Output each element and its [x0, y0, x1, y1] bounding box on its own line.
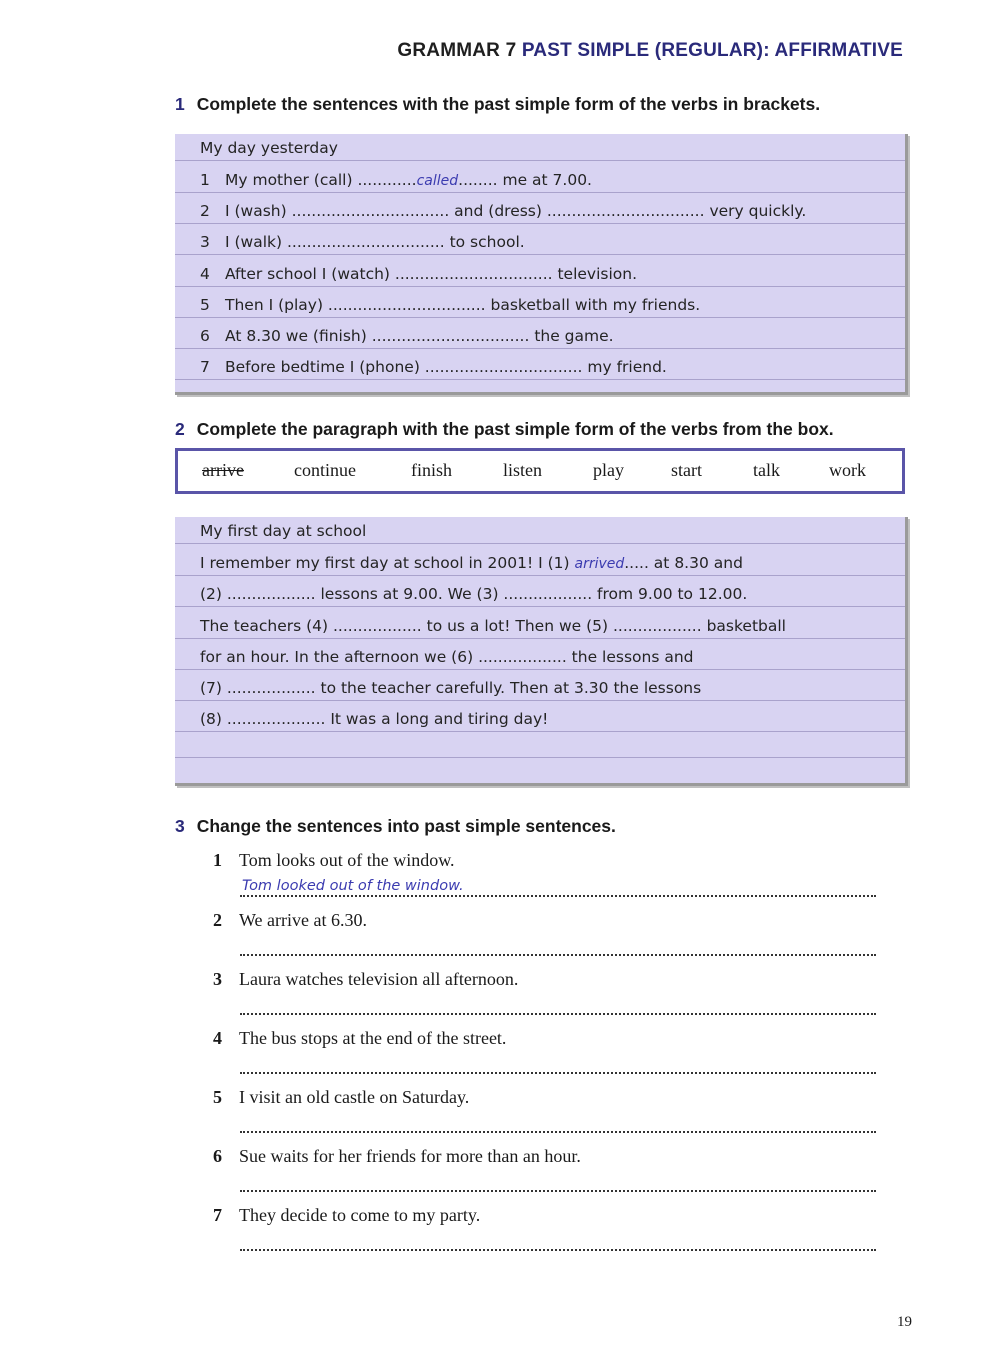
paragraph-line [175, 638, 905, 670]
line-text[interactable]: (2) .................. lessons at 9.00. We (3) .................. from 9.00 to 12.00. [200, 585, 748, 603]
paragraph-line [175, 543, 905, 576]
list-item [213, 1146, 581, 1167]
item-text[interactable]: I (wash) ................................ and (dress) ................................ very quickly. [225, 202, 807, 220]
panel-title: My day yesterday [200, 139, 338, 157]
word-box-item: continue [294, 460, 356, 480]
item-number: 1 [200, 171, 210, 189]
item-number: 6 [213, 1146, 222, 1166]
paragraph-line [175, 669, 905, 701]
list-item [213, 910, 367, 931]
item-text[interactable]: At 8.30 we (finish) ................................ the game. [225, 327, 614, 345]
exercise-instruction: Change the sentences into past simple sentences. [196, 816, 616, 836]
item-number: 1 [213, 850, 222, 870]
panel-title-line [175, 134, 905, 161]
answer-line[interactable] [240, 954, 876, 956]
item-number: 3 [200, 233, 210, 251]
list-item [175, 254, 905, 287]
item-text: Sue waits for her friends for more than an hour. [239, 1146, 581, 1166]
word-box-item: finish [411, 460, 453, 480]
page-title [397, 40, 903, 62]
list-item [175, 192, 905, 224]
item-text: Laura watches television all afternoon. [239, 969, 519, 989]
word-box-item: work [829, 460, 866, 480]
item-text: They decide to come to my party. [239, 1205, 481, 1225]
word-box-item: arrive [202, 460, 244, 480]
exercise-instruction: Complete the sentences with the past simple form of the verbs in brackets. [196, 94, 821, 114]
item-number: 2 [213, 910, 222, 930]
exercise-2-heading [175, 419, 834, 440]
list-item [175, 223, 905, 255]
answer-line[interactable] [240, 1249, 876, 1251]
word-box-item: play [593, 460, 624, 480]
item-text[interactable]: I (walk) ................................ to school. [225, 233, 525, 251]
paragraph-line [175, 700, 905, 732]
exercise-3-heading [175, 816, 616, 837]
blank-line [175, 731, 905, 758]
word-box-item: start [671, 460, 702, 480]
item-text: We arrive at 6.30. [239, 910, 367, 930]
line-text-start: I remember my first day at school in 2001! I (1) [200, 554, 575, 572]
item-text-start: My mother (call) ............ [225, 171, 417, 189]
item-text: I visit an old castle on Saturday. [239, 1087, 470, 1107]
item-number: 2 [200, 202, 210, 220]
line-text-end: ..... at 8.30 and [624, 554, 743, 572]
title-grammar-label: GRAMMAR 7 [397, 40, 522, 61]
title-topic: PAST SIMPLE (REGULAR): AFFIRMATIVE [521, 40, 903, 61]
list-item [175, 286, 905, 318]
word-box-item: listen [503, 460, 542, 480]
item-number: 5 [200, 296, 210, 314]
exercise-number: 1 [175, 94, 185, 114]
item-number: 6 [200, 327, 210, 345]
item-number: 4 [213, 1028, 222, 1048]
list-item [175, 160, 905, 193]
list-item [213, 969, 518, 990]
line-text[interactable]: The teachers (4) .................. to us a lot! Then we (5) .................. basketball [200, 617, 786, 635]
answer-text[interactable]: Tom looked out of the window. [242, 878, 464, 894]
answer-text[interactable]: arrived [574, 556, 625, 572]
answer-line[interactable] [240, 895, 876, 897]
answer-text[interactable]: called [416, 173, 459, 189]
item-text: The bus stops at the end of the street. [239, 1028, 507, 1048]
list-item [175, 317, 905, 349]
exercise-number: 3 [175, 816, 185, 836]
exercise-2-panel [175, 517, 908, 786]
item-text[interactable]: Then I (play) ................................ basketball with my friends. [225, 296, 701, 314]
panel-title: My first day at school [200, 522, 367, 540]
answer-line[interactable] [240, 1013, 876, 1015]
answer-line[interactable] [240, 1072, 876, 1074]
item-text[interactable]: Before bedtime I (phone) ................................ my friend. [225, 358, 667, 376]
line-text[interactable]: (7) .................. to the teacher carefully. Then at 3.30 the lessons [200, 679, 702, 697]
paragraph-line [175, 606, 905, 639]
list-item [213, 1028, 506, 1049]
exercise-number: 2 [175, 419, 185, 439]
item-text[interactable]: After school I (watch) ................................ television. [225, 265, 638, 283]
line-text[interactable]: for an hour. In the afternoon we (6) .................. the lessons and [200, 648, 694, 666]
exercise-1-heading [175, 94, 820, 115]
item-number: 4 [200, 265, 210, 283]
panel-title-line [175, 517, 905, 544]
exercise-instruction: Complete the paragraph with the past simple form of the verbs from the box. [196, 419, 834, 439]
item-number: 5 [213, 1087, 222, 1107]
item-number: 7 [213, 1205, 222, 1225]
item-text-end: ........ me at 7.00. [458, 171, 592, 189]
exercise-1-panel [175, 134, 908, 395]
word-box-item: talk [753, 460, 780, 480]
paragraph-line [175, 575, 905, 607]
answer-line[interactable] [240, 1190, 876, 1192]
item-number: 3 [213, 969, 222, 989]
page-number: 19 [897, 1314, 912, 1330]
item-number: 7 [200, 358, 210, 376]
list-item [213, 1087, 469, 1108]
word-box [175, 448, 905, 494]
line-text[interactable]: (8) .................... It was a long and tiring day! [200, 710, 549, 728]
item-text: Tom looks out of the window. [239, 850, 455, 870]
list-item [213, 1205, 480, 1226]
answer-line[interactable] [240, 1131, 876, 1133]
list-item [175, 348, 905, 380]
list-item [213, 850, 455, 871]
